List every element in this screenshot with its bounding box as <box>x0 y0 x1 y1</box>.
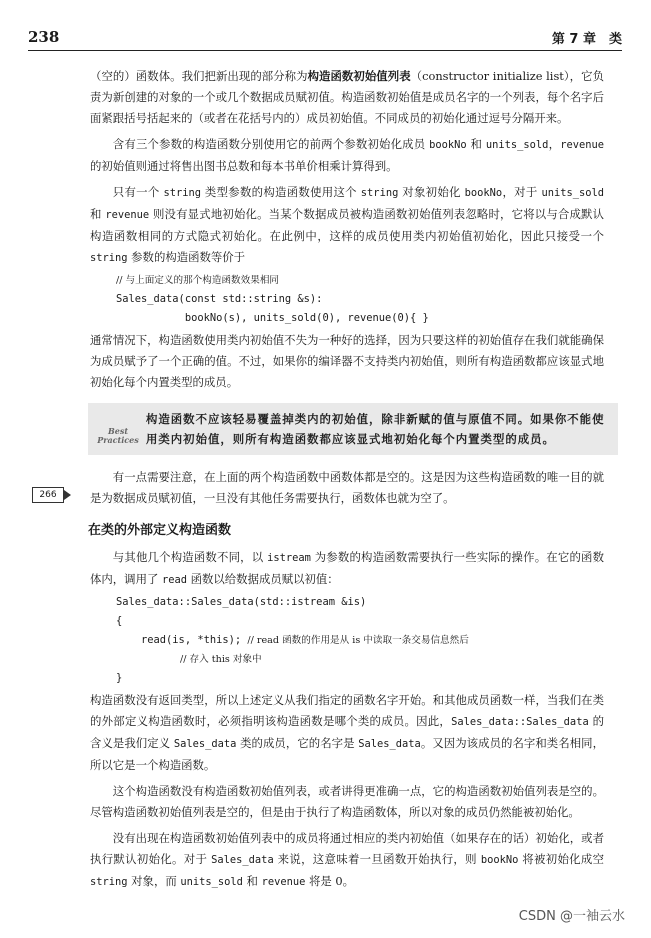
paragraph-1 <box>90 66 604 129</box>
section-heading: 在类的外部定义构造函数 <box>88 523 232 538</box>
inline-code: bookNo <box>464 187 503 199</box>
text-run: 的含义是我们定义 <box>90 714 604 750</box>
text-run: 。又因为该成员的名字和类名相同，所以它是一个构造函数。 <box>90 736 604 772</box>
text-run: 只有一个 <box>112 185 164 199</box>
text-run: 和 <box>466 137 486 151</box>
text-run: 构造函数没有返回类型，所以上述定义从我们指定的函数名字开始。和其他成员函数一样，当我们在类的外部定义构造函数时，必须指明该构造函数是哪个类的成员。因此， <box>90 693 604 728</box>
paragraph-4: 通常情况下，构造函数使用类内初始值不失为一种好的选择，因为只要这样的初始值存在我们就能确保为成员赋予了一个正确的值。不过，如果你的编译器不支持类内初始值，则所有构造函数都应该显式地初始化每个内置类型的成员。 <box>90 333 604 389</box>
code-line: read(is, *this); <box>116 634 248 646</box>
text-run: 的初始值则通过将售出图书总数和每本书单价相乘计算得到。 <box>90 159 398 173</box>
inline-code: revenue <box>560 139 604 151</box>
best-practices-label: Practices <box>97 435 139 445</box>
code-line: bookNo(s), units_sold(0), revenue(0){ } <box>116 312 429 324</box>
paragraph-6 <box>90 547 604 591</box>
code-line: Sales_data(const std::string &s): <box>116 293 323 305</box>
chapter-title: 第 7 章 类 <box>551 32 622 47</box>
inline-code: string <box>90 252 128 264</box>
text-run: 则没有显式地初始化。当某个数据成员被构造函数初始值列表忽略时，它将以与合成默认构造函数相同的方式隐式初始化。在此例中，这样的成员使用类内初始值初始化，因此只接受一个 <box>90 207 605 243</box>
paragraph-8: 这个构造函数没有构造函数初始值列表，或者讲得更准确一点，它的构造函数初始值列表是空的。尽管构造函数初始值列表是空的，但是由于执行了构造函数体，所以对象的成员仍然能被初始化。 <box>90 784 604 819</box>
best-practices-label: Best <box>107 426 129 436</box>
text-run: 含有三个参数的构造函数分别使用它的前两个参数初始化成员 <box>112 137 430 151</box>
term-bold: 构造函数初始值列表 <box>307 69 411 83</box>
inline-code: string <box>360 187 399 199</box>
inline-code: Sales_data <box>211 854 274 866</box>
text-run: 对象，而 <box>127 874 181 888</box>
inline-code: string <box>163 187 202 199</box>
paragraph-5: 有一点需要注意，在上面的两个构造函数中函数体都是空的。这是因为这些构造函数的唯一目的就是为数据成员赋初值，一旦没有其他任务需要执行，函数体也就为空了。 <box>90 470 604 505</box>
text-run: 将被初始化成空 <box>518 852 605 866</box>
text-run: 为参数的构造函数需要执行一些实际的操作。在它的函数体内，调用了 <box>90 550 604 586</box>
text-run: 类型参数的构造函数使用这个 <box>201 185 361 199</box>
watermark: CSDN @一袖云水 <box>518 909 625 924</box>
code-line: } <box>116 672 123 684</box>
text-run: 类的成员，它的名字是 <box>236 736 359 750</box>
page-number: 238 <box>28 28 60 46</box>
page-header <box>28 28 622 50</box>
text-run: （空的）函数体。我们把新出现的部分称为 <box>90 69 308 83</box>
inline-code: Sales_data::Sales_data <box>451 716 589 728</box>
code-comment: // read 函数的作用是从 is 中读取一条交易信息然后 <box>247 635 469 646</box>
paragraph-3 <box>90 182 604 269</box>
inline-code: bookNo <box>429 139 467 151</box>
inline-code: units_sold <box>541 187 605 199</box>
code-block-1 <box>116 271 604 328</box>
inline-code: istream <box>267 552 311 564</box>
best-practices-box <box>88 403 618 455</box>
inline-code: read <box>161 574 187 586</box>
text-run: 函数以给数据成员赋以初值： <box>187 572 339 586</box>
inline-code: revenue <box>105 209 150 221</box>
inline-code: Sales_data <box>173 738 237 750</box>
inline-code: units_sold <box>180 876 243 888</box>
text-run: 对象初始化 <box>398 185 465 199</box>
paragraph-9 <box>90 828 604 893</box>
text-run: 和 <box>90 207 106 221</box>
inline-code: Sales_data <box>358 738 421 750</box>
inline-code: string <box>90 876 128 888</box>
text-run: ， <box>548 137 561 151</box>
code-block-2 <box>116 593 604 688</box>
code-comment: // 与上面定义的那个构造函数效果相同 <box>116 275 280 286</box>
text-run: ，对于 <box>502 185 542 199</box>
inline-code: bookNo <box>480 854 519 866</box>
text-run: 将是 0。 <box>305 874 355 888</box>
paragraph-7 <box>90 690 604 776</box>
code-comment: // 存入 this 对象中 <box>116 654 262 665</box>
paragraph-2 <box>90 134 604 177</box>
page-reference-marker: 266 <box>32 487 64 503</box>
inline-code: revenue <box>261 876 306 888</box>
code-line: { <box>116 615 123 627</box>
text-run: 与其他几个构造函数不同，以 <box>112 550 268 564</box>
text-run: 来说，这意味着一旦函数开始执行，则 <box>273 852 481 866</box>
text-run: （constructor initialize list），它负责为新创建的对象的一个或几个数据成员赋初值。构造函数初始值是成员名字的一个列表，每个名字后面紧跟括号括起来的（或者在花括号内的）成员初始值。不同成员的初始化通过逗号分隔开来。 <box>90 69 604 125</box>
inline-code: units_sold <box>485 139 549 151</box>
page-body <box>90 66 604 893</box>
text-run: 参数的构造函数等价于 <box>127 250 246 264</box>
text-run: 和 <box>242 874 262 888</box>
header-rule <box>28 50 622 51</box>
best-practices-icon <box>96 427 140 445</box>
text-run: 没有出现在构造函数初始值列表中的成员将通过相应的类内初始值（如果存在的话）初始化，或者执行默认初始化。对于 <box>90 831 604 866</box>
code-line: Sales_data::Sales_data(std::istream &is) <box>116 596 367 608</box>
best-practices-text: 构造函数不应该轻易覆盖掉类内的初始值，除非新赋的值与原值不同。如果你不能使用类内初始值，则所有构造函数都应该显式地初始化每个内置类型的成员。 <box>146 412 605 446</box>
